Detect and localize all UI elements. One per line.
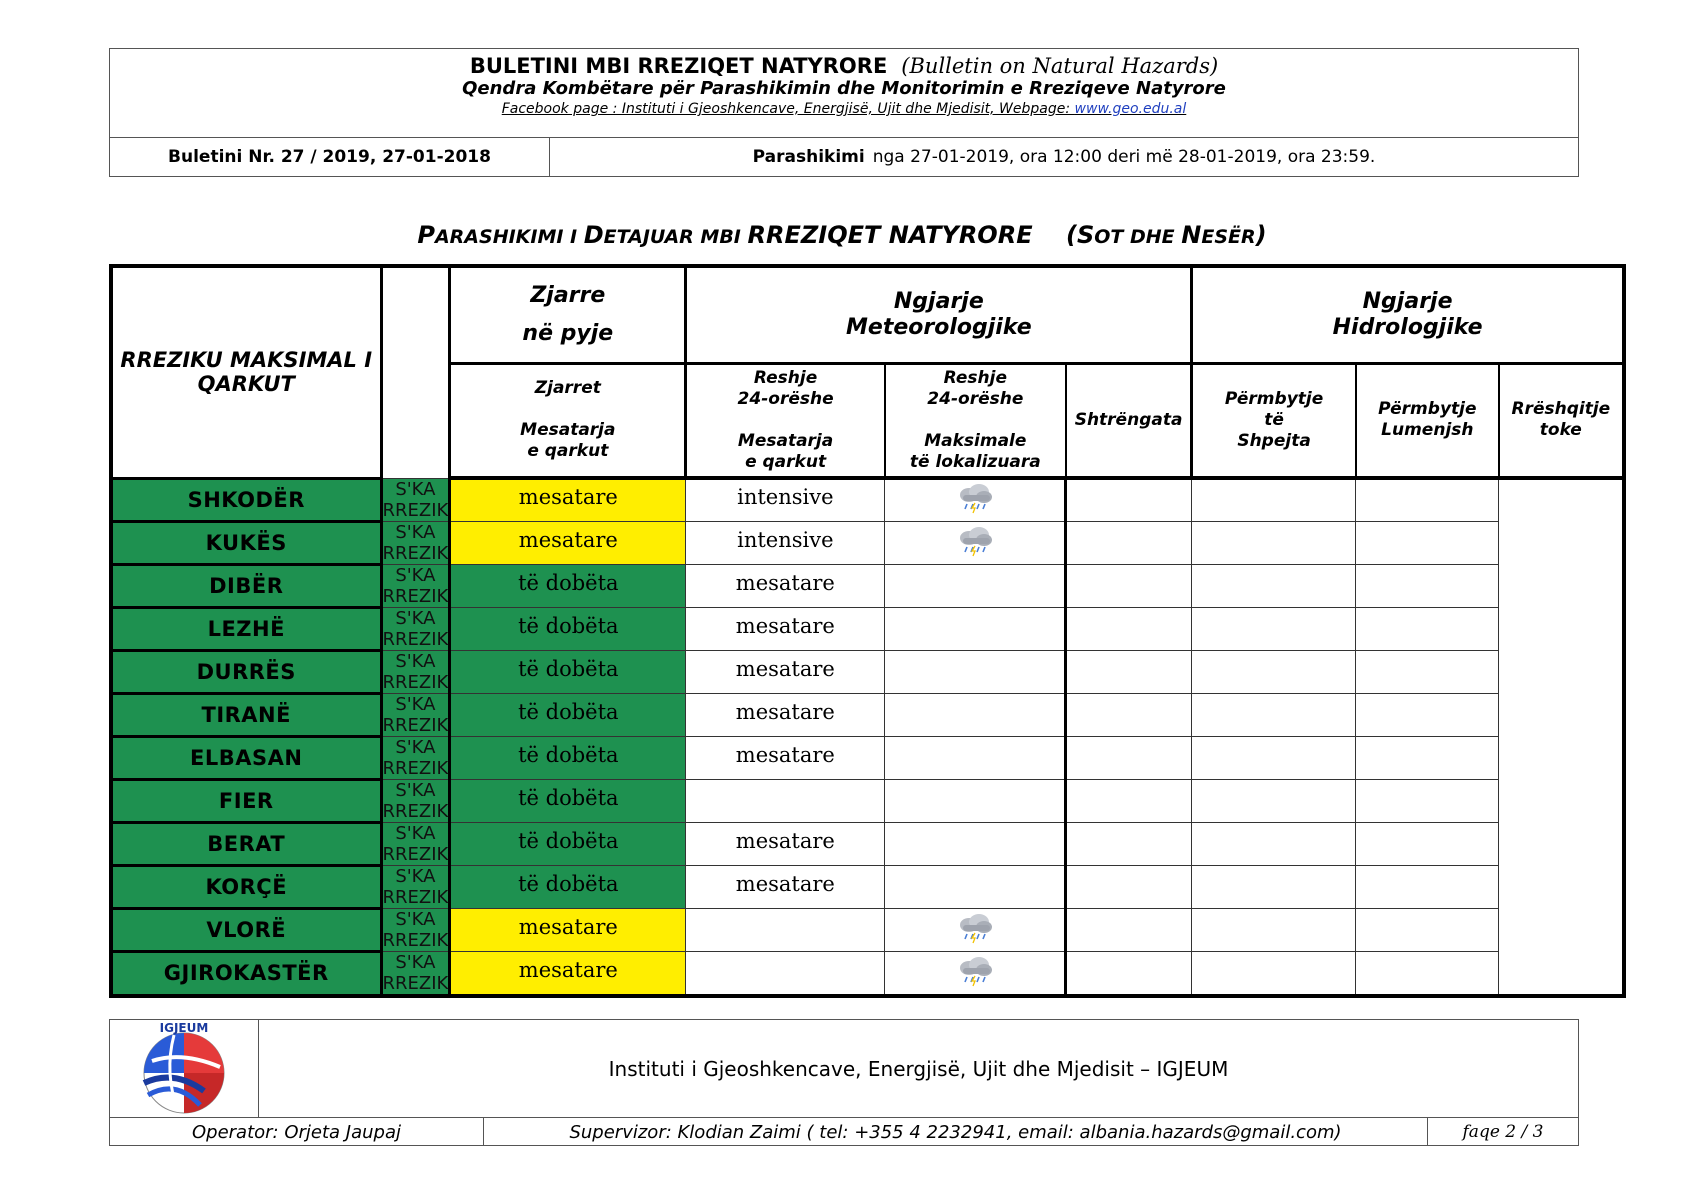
- title-fragment: ): [1255, 221, 1267, 249]
- hydro-header-line1: Ngjarje: [1362, 288, 1453, 314]
- flash-flood-cell: [1066, 865, 1192, 908]
- landslide-cell: [1356, 908, 1499, 951]
- fire-risk-cell: S'KA RREZIK: [382, 607, 449, 650]
- title-fragment: N: [1181, 221, 1202, 249]
- bulletin-title: [110, 54, 1578, 78]
- flash-flood-cell: [1066, 607, 1192, 650]
- meteo-header-line2: Meteorologjike: [846, 314, 1032, 340]
- rain-average-cell: mesatare: [450, 951, 686, 996]
- table-row: [111, 951, 1624, 996]
- river-flood-cell: [1192, 564, 1356, 607]
- fires-header-line2: në pyje: [522, 320, 614, 346]
- flash-flood-cell: [1066, 650, 1192, 693]
- storm-icon: [955, 912, 995, 944]
- fire-risk-cell: S'KA RREZIK: [382, 736, 449, 779]
- table-row: [111, 521, 1624, 564]
- rain-max-cell: intensive: [686, 521, 885, 564]
- region-name: GJIROKASTËR: [111, 951, 381, 996]
- storm-cell: [885, 779, 1066, 822]
- title-fragment: (S: [1066, 221, 1095, 249]
- region-name: FIER: [111, 779, 381, 822]
- region-name: KORÇË: [111, 865, 381, 908]
- meteo-header: [686, 266, 1192, 363]
- title-fragment: P: [417, 221, 435, 249]
- storm-cell: [885, 478, 1066, 521]
- title-fragment: D: [583, 221, 604, 249]
- flash-flood-cell: [1066, 736, 1192, 779]
- forecast-period-text: nga 27-01-2019, ora 12:00 deri më 28-01-2019, ora 23:59.: [872, 147, 1376, 167]
- hydro-header-line2: Hidrologjike: [1332, 314, 1483, 340]
- fires-subheader: [450, 363, 686, 478]
- forecast-period: [550, 138, 1578, 176]
- rain-max-cell: intensive: [686, 478, 885, 521]
- storm-cell: [885, 650, 1066, 693]
- flash-flood-line: të: [1264, 409, 1284, 430]
- table-row: [111, 478, 1624, 521]
- fire-risk-cell: S'KA RREZIK: [382, 865, 449, 908]
- region-name: DIBËR: [111, 564, 381, 607]
- fires-subheader-line: e qarkut: [527, 441, 609, 462]
- landslide-cell: [1356, 521, 1499, 564]
- section-title: [0, 221, 1684, 249]
- flash-flood-line: Shpejta: [1237, 430, 1311, 451]
- rain-average-cell: të dobëta: [450, 736, 686, 779]
- fires-subheader-line: Mesatarja: [520, 420, 616, 441]
- hazard-forecast-table: [109, 264, 1626, 998]
- fires-subheader-line: Zjarret: [534, 378, 601, 399]
- rain-max-cell: mesatare: [686, 650, 885, 693]
- bulletin-header: [109, 48, 1579, 177]
- storm-cell: [885, 736, 1066, 779]
- rain-average-line: e qarkut: [745, 451, 827, 472]
- table-row: [111, 564, 1624, 607]
- rain-average-subheader: [686, 363, 885, 478]
- river-flood-cell: [1192, 779, 1356, 822]
- flash-flood-cell: [1066, 564, 1192, 607]
- river-flood-cell: [1192, 951, 1356, 996]
- flash-flood-cell: [1066, 478, 1192, 521]
- rain-average-cell: mesatare: [450, 521, 686, 564]
- storm-subheader: [1066, 363, 1192, 478]
- operator: Operator: Orjeta Jaupaj: [110, 1118, 484, 1146]
- rain-average-line: Reshje: [753, 367, 818, 388]
- rain-max-cell: [686, 779, 885, 822]
- fires-header-line1: Zjarre: [530, 282, 606, 308]
- river-flood-line: Lumenjsh: [1381, 420, 1474, 441]
- rain-max-cell: mesatare: [686, 822, 885, 865]
- fire-risk-cell: S'KA RREZIK: [382, 650, 449, 693]
- flash-flood-subheader: [1192, 363, 1356, 478]
- meteo-header-line1: Ngjarje: [893, 288, 984, 314]
- landslide-line: toke: [1539, 420, 1582, 441]
- river-flood-subheader: [1356, 363, 1499, 478]
- river-flood-cell: [1192, 865, 1356, 908]
- rain-average-cell: të dobëta: [450, 607, 686, 650]
- landslide-cell: [1356, 736, 1499, 779]
- river-flood-cell: [1192, 693, 1356, 736]
- storm-cell: [885, 951, 1066, 996]
- landslide-subheader: [1499, 363, 1624, 478]
- webpage-link[interactable]: www.geo.edu.al: [1074, 101, 1187, 117]
- rain-average-line: Mesatarja: [737, 430, 834, 451]
- rain-max-subheader: [885, 363, 1066, 478]
- table-row: [111, 908, 1624, 951]
- header-titles: [110, 49, 1578, 138]
- supervisor: Supervizor: Klodian Zaimi ( tel: +355 4 2232941, email: albania.hazards@gmail.com): [484, 1118, 1428, 1146]
- flash-flood-cell: [1066, 951, 1192, 996]
- fire-risk-cell: S'KA RREZIK: [382, 951, 449, 994]
- fire-risk-cell: S'KA RREZIK: [382, 564, 449, 607]
- region-name: VLORË: [111, 908, 381, 951]
- fire-risk-cell: S'KA RREZIK: [382, 908, 449, 951]
- landslide-cell: [1356, 779, 1499, 822]
- region-name: ELBASAN: [111, 736, 381, 779]
- table-body: [111, 478, 1624, 996]
- rain-max-line: Maksimale: [924, 430, 1027, 451]
- river-flood-cell: [1192, 908, 1356, 951]
- storm-cell: [885, 908, 1066, 951]
- title-fragment: ARASHIKIMI I: [434, 226, 584, 248]
- rain-average-line: 24-orëshe: [737, 388, 834, 409]
- flash-flood-cell: [1066, 908, 1192, 951]
- header-info-row: [110, 138, 1578, 176]
- landslide-cell: [1356, 693, 1499, 736]
- storm-cell: [885, 607, 1066, 650]
- rain-average-cell: të dobëta: [450, 822, 686, 865]
- fire-risk-cell: S'KA RREZIK: [382, 693, 449, 736]
- bulletin-footer: [109, 1019, 1579, 1146]
- rain-average-cell: të dobëta: [450, 779, 686, 822]
- institute-name: Instituti i Gjeoshkencave, Energjisë, Ujit dhe Mjedisit – IGJEUM: [608, 1056, 1229, 1081]
- table-row: [111, 736, 1624, 779]
- page-number: faqe 2 / 3: [1462, 1122, 1544, 1142]
- table-row: [111, 865, 1624, 908]
- storm-cell: [885, 693, 1066, 736]
- rain-average-cell: të dobëta: [450, 564, 686, 607]
- flash-flood-cell: [1066, 693, 1192, 736]
- storm-icon: [955, 525, 995, 557]
- rain-average-cell: të dobëta: [450, 865, 686, 908]
- region-name: BERAT: [111, 822, 381, 865]
- table-row: [111, 607, 1624, 650]
- river-flood-line: Përmbytje: [1378, 399, 1477, 420]
- region-name: SHKODËR: [111, 478, 381, 521]
- max-risk-header: [111, 266, 381, 478]
- rain-average-cell: të dobëta: [450, 693, 686, 736]
- rain-max-cell: mesatare: [686, 865, 885, 908]
- flash-flood-cell: [1066, 822, 1192, 865]
- storm-subheader-text: Shtrëngata: [1074, 409, 1183, 430]
- rain-max-cell: [686, 951, 885, 996]
- region-name: KUKËS: [111, 521, 381, 564]
- flash-flood-cell: [1066, 779, 1192, 822]
- river-flood-cell: [1192, 650, 1356, 693]
- storm-cell: [885, 564, 1066, 607]
- bulletin-number: Buletini Nr. 27 / 2019, 27-01-2018: [110, 138, 550, 176]
- igjeum-logo: [134, 1021, 234, 1117]
- header-row-1: [111, 266, 1624, 363]
- storm-cell: [885, 865, 1066, 908]
- landslide-line: Rrëshqitje: [1511, 399, 1611, 420]
- landslide-cell: [1356, 607, 1499, 650]
- region-name: LEZHË: [111, 607, 381, 650]
- storm-cell: [885, 822, 1066, 865]
- center-name: Qendra Kombëtare për Parashikimin dhe Monitorimin e Rreziqeve Natyrore: [462, 78, 1226, 99]
- footer-bottom: [110, 1118, 1578, 1146]
- rain-max-line: Reshje: [943, 367, 1007, 388]
- storm-icon: [955, 955, 995, 987]
- fires-header: [450, 266, 686, 363]
- river-flood-cell: [1192, 736, 1356, 779]
- fire-risk-cell: S'KA RREZIK: [382, 822, 449, 865]
- bulletin-title-text: BULETINI MBI RREZIQET NATYRORE: [469, 54, 888, 78]
- forecast-label: Parashikimi: [752, 147, 865, 167]
- rain-average-cell: mesatare: [450, 908, 686, 951]
- logo-text: IGJEUM: [159, 1020, 209, 1035]
- rain-max-line: 24-orëshe: [927, 388, 1024, 409]
- fire-risk-cell: S'KA RREZIK: [382, 521, 449, 564]
- column-spacer: [381, 266, 450, 478]
- storm-cell: [885, 521, 1066, 564]
- region-name: DURRËS: [111, 650, 381, 693]
- bulletin-title-english: (Bulletin on Natural Hazards): [901, 54, 1219, 78]
- rain-max-cell: mesatare: [686, 607, 885, 650]
- title-fragment: RREZIQET NATYRORE: [747, 221, 1033, 249]
- rain-max-cell: mesatare: [686, 564, 885, 607]
- storm-icon: [955, 482, 995, 514]
- facebook-line: [110, 100, 1578, 119]
- fire-risk-cell: S'KA RREZIK: [382, 779, 449, 822]
- facebook-text: Facebook page : Instituti i Gjeoshkencave, Energjisë, Ujit dhe Mjedisit, Webpage:: [501, 101, 1075, 117]
- river-flood-cell: [1192, 478, 1356, 521]
- river-flood-cell: [1192, 607, 1356, 650]
- logo-cell: [110, 1020, 259, 1117]
- footer-top: [110, 1020, 1578, 1118]
- max-risk-header-text: RREZIKU MAKSIMAL I QARKUT: [120, 348, 373, 397]
- landslide-cell: [1356, 564, 1499, 607]
- title-fragment: ESËR: [1201, 226, 1256, 248]
- landslide-cell: [1356, 822, 1499, 865]
- rain-max-line: të lokalizuara: [909, 451, 1041, 472]
- river-flood-cell: [1192, 822, 1356, 865]
- rain-max-cell: mesatare: [686, 693, 885, 736]
- flash-flood-line: Përmbytje: [1224, 388, 1324, 409]
- landslide-cell: [1356, 865, 1499, 908]
- hydro-header: [1192, 266, 1624, 363]
- table-row: [111, 779, 1624, 822]
- rain-average-cell: të dobëta: [450, 650, 686, 693]
- region-name: TIRANË: [111, 693, 381, 736]
- river-flood-cell: [1192, 521, 1356, 564]
- table-row: [111, 822, 1624, 865]
- rain-max-cell: mesatare: [686, 736, 885, 779]
- table-row: [111, 693, 1624, 736]
- landslide-cell: [1356, 951, 1499, 996]
- landslide-cell: [1356, 650, 1499, 693]
- title-fragment: ETAJUAR MBI: [603, 226, 748, 248]
- flash-flood-cell: [1066, 521, 1192, 564]
- title-fragment: OT DHE: [1094, 226, 1182, 248]
- fire-risk-cell: S'KA RREZIK: [382, 478, 449, 521]
- landslide-cell: [1356, 478, 1499, 521]
- rain-max-cell: [686, 908, 885, 951]
- rain-average-cell: mesatare: [450, 478, 686, 521]
- table-row: [111, 650, 1624, 693]
